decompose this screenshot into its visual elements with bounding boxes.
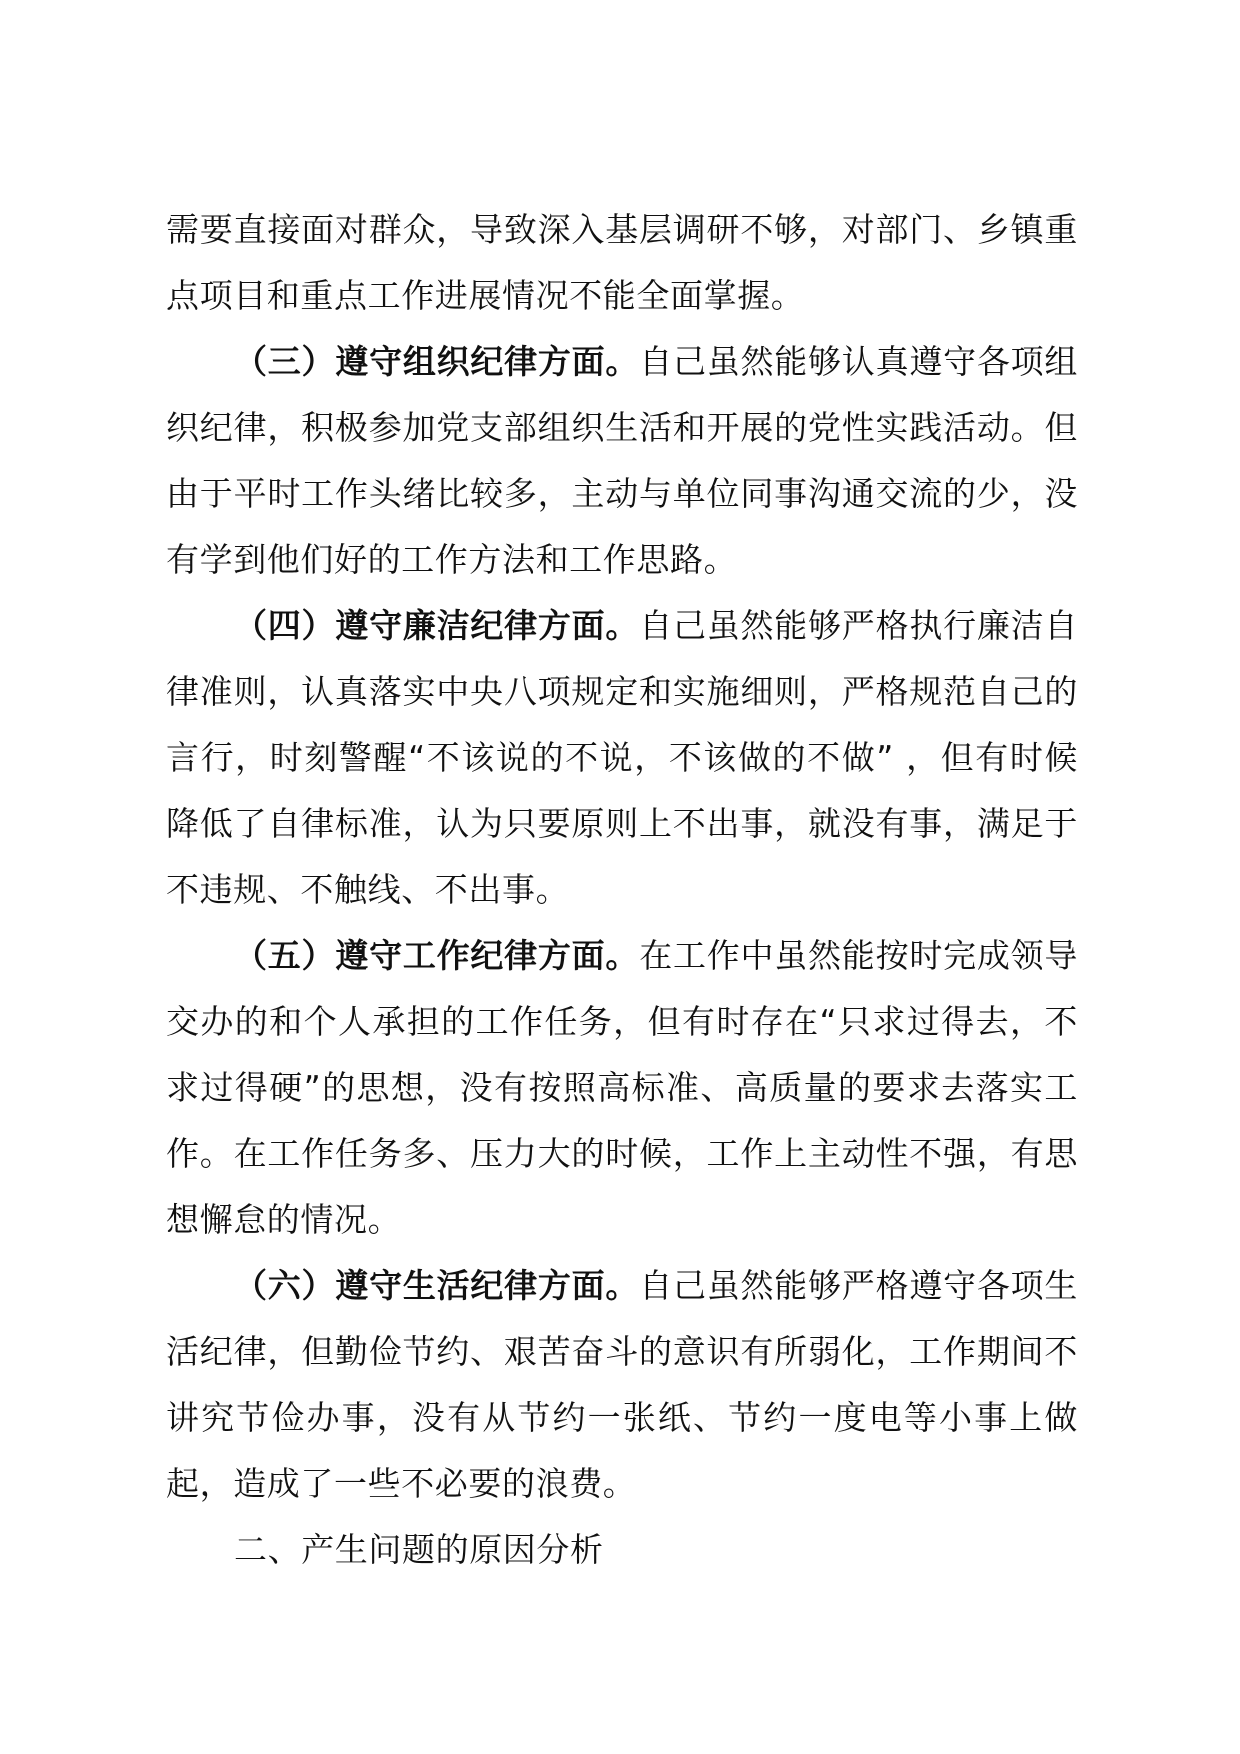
paragraph-text: 自己虽然能够严格遵守各项生活纪律，但勤俭节约、艰苦奋斗的意识有所弱化，工作期间不讲究节俭办事，没有从节约一张纸、节约一度电等小事上做起，造成了一些不必要的浪费。 xyxy=(166,1266,1078,1503)
paragraph-text: 自己虽然能够严格执行廉洁自律准则，认真落实中央八项规定和实施细则，严格规范自己的言行，时刻警醒“不该说的不说，不该做的不做” ，但有时候降低了自律标准，认为只要原则上不出事，就没有事，满足于不违规、不触线、不出事。 xyxy=(166,606,1078,909)
paragraph-text: 在工作中虽然能按时完成领导交办的和个人承担的工作任务，但有时存在“只求过得去，不求过得硬”的思想，没有按照高标准、高质量的要求去落实工作。在工作任务多、压力大的时候，工作上主动性不强，有思想懈怠的情况。 xyxy=(166,936,1078,1239)
paragraph-life-discipline xyxy=(166,1253,1078,1517)
paragraph-text: 自己虽然能够认真遵守各项组织纪律，积极参加党支部组织生活和开展的党性实践活动。但由于平时工作头绪比较多，主动与单位同事沟通交流的少，没有学到他们好的工作方法和工作思路。 xyxy=(166,342,1078,579)
document-body xyxy=(166,197,1078,1583)
paragraph-integrity-discipline xyxy=(166,593,1078,923)
paragraph-lead: （五）遵守工作纪律方面。 xyxy=(234,936,640,975)
paragraph-lead: （三）遵守组织纪律方面。 xyxy=(234,342,640,381)
paragraph-continued xyxy=(166,197,1078,329)
paragraph-text: 需要直接面对群众，导致深入基层调研不够，对部门、乡镇重点项目和重点工作进展情况不能全面掌握。 xyxy=(166,210,1078,315)
paragraph-work-discipline xyxy=(166,923,1078,1253)
paragraph-lead: （四）遵守廉洁纪律方面。 xyxy=(234,606,640,645)
paragraph-organizational-discipline xyxy=(166,329,1078,593)
paragraph-lead: （六）遵守生活纪律方面。 xyxy=(234,1266,640,1305)
section-heading: 二、产生问题的原因分析 xyxy=(234,1530,604,1569)
